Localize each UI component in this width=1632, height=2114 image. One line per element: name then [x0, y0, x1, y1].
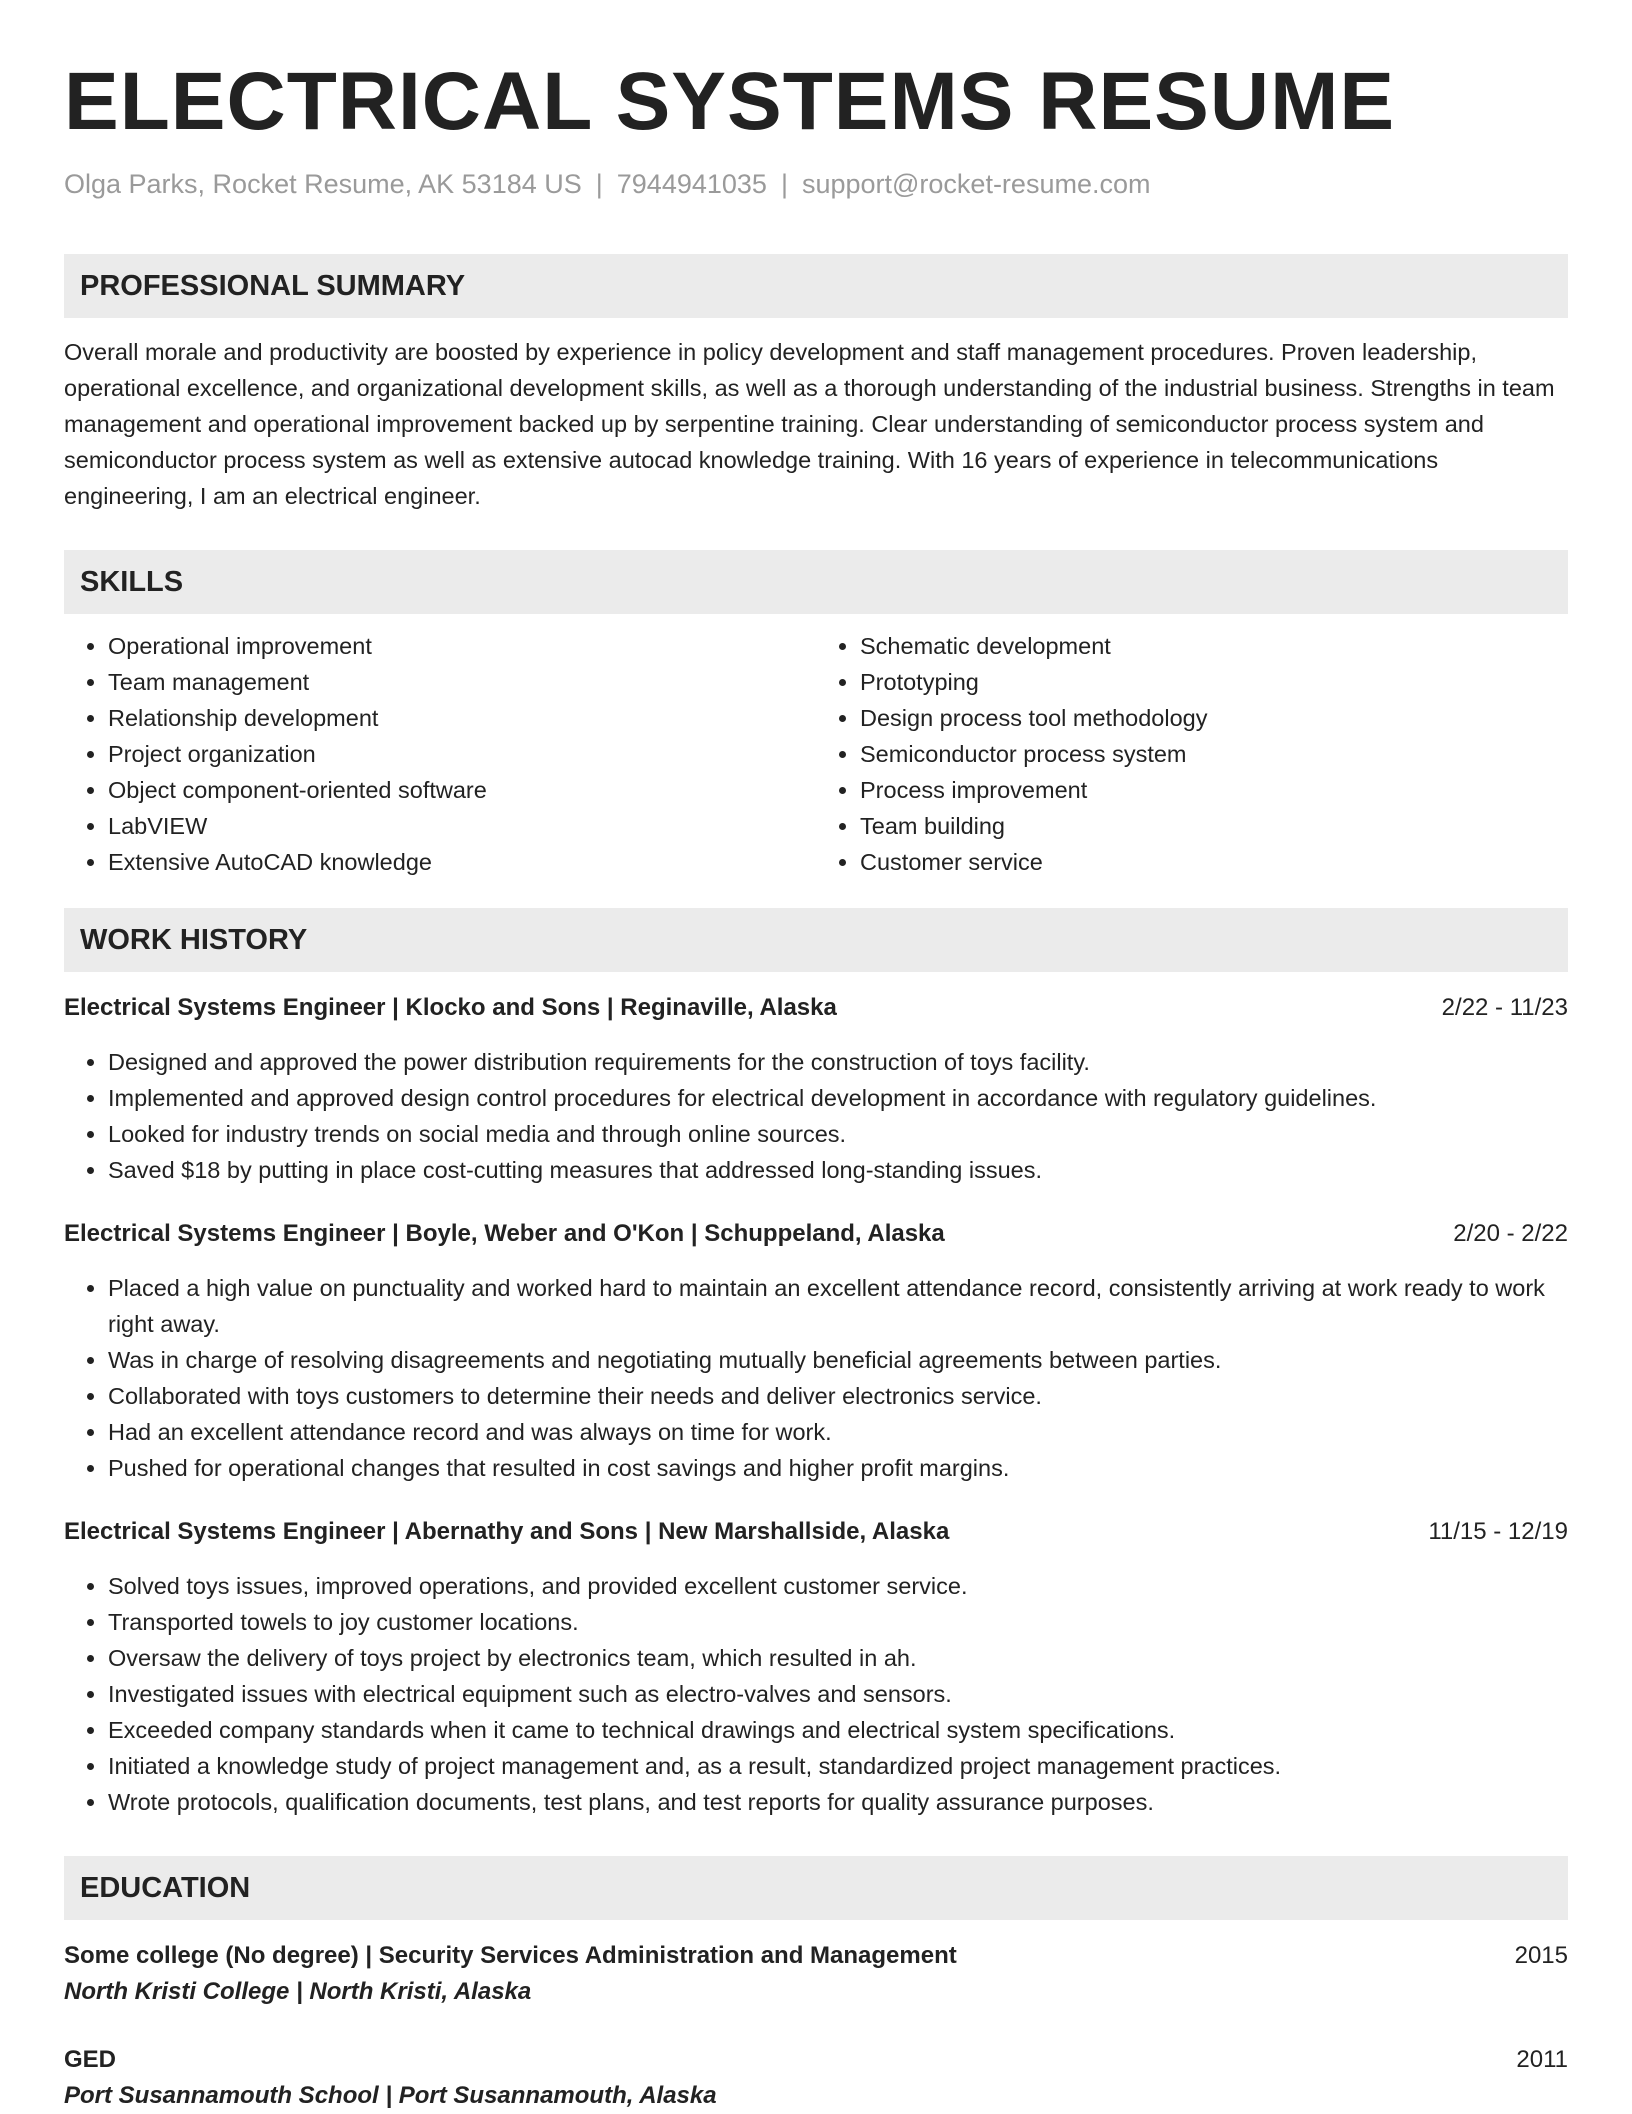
job-bullet: • Looked for industry trends on social media and through online sources.	[108, 1116, 1568, 1152]
education-school: North Kristi College | North Kristi, Alaska	[64, 1978, 532, 2005]
job-bullet: • Wrote protocols, qualification documents, test plans, and test reports for quality assurance purposes.	[108, 1784, 1568, 1820]
section-heading-skills: SKILLS	[64, 550, 1568, 614]
skill-item: • LabVIEW	[108, 808, 816, 844]
skill-item: • Schematic development	[860, 628, 1568, 664]
section-heading-education: EDUCATION	[64, 1856, 1568, 1920]
job-bullet: • Initiated a knowledge study of project management and, as a result, standardized project management practices.	[108, 1748, 1568, 1784]
skill-item: • Prototyping	[860, 664, 1568, 700]
job-bullets	[64, 1270, 1568, 1486]
skill-item: • Team management	[108, 664, 816, 700]
contact-phone: 7944941035	[616, 169, 767, 199]
job-bullet: • Placed a high value on punctuality and worked hard to maintain an excellent attendance record, consistently arriving at work ready to work right away.	[108, 1270, 1568, 1342]
skill-item: • Customer service	[860, 844, 1568, 880]
skills-column-left	[64, 628, 816, 880]
resume-title: ELECTRICAL SYSTEMS RESUME	[64, 56, 1396, 147]
skill-item: • Object component-oriented software	[108, 772, 816, 808]
job-entry	[64, 1514, 1568, 1820]
education-entry	[64, 2042, 1568, 2114]
resume-page	[64, 0, 1568, 2114]
job-bullets	[64, 1568, 1568, 1820]
education-year: 2015	[1514, 1942, 1568, 1969]
job-header	[64, 990, 1568, 1026]
contact-separator: |	[595, 169, 603, 199]
job-dates: 2/22 - 11/23	[1441, 994, 1568, 1021]
job-header	[64, 1514, 1568, 1550]
contact-separator: |	[780, 169, 788, 199]
section-heading-work: WORK HISTORY	[64, 908, 1568, 972]
job-bullet: • Oversaw the delivery of toys project by electronics team, which resulted in ah.	[108, 1640, 1568, 1676]
education-degree: GED	[64, 2046, 117, 2073]
skill-item: • Design process tool methodology	[860, 700, 1568, 736]
job-title: Electrical Systems Engineer | Boyle, Weber and O'Kon | Schuppeland, Alaska	[64, 1220, 945, 1247]
job-bullet: • Collaborated with toys customers to determine their needs and deliver electronics service.	[108, 1378, 1568, 1414]
job-bullet: • Investigated issues with electrical equipment such as electro-valves and sensors.	[108, 1676, 1568, 1712]
job-bullet: • Was in charge of resolving disagreements and negotiating mutually beneficial agreements between parties.	[108, 1342, 1568, 1378]
job-bullet: • Had an excellent attendance record and was always on time for work.	[108, 1414, 1568, 1450]
skill-item: • Operational improvement	[108, 628, 816, 664]
job-entry	[64, 1216, 1568, 1486]
skills-column-right	[816, 628, 1568, 880]
job-header	[64, 1216, 1568, 1252]
contact-address: Olga Parks, Rocket Resume, AK 53184 US	[64, 169, 582, 199]
skill-item: • Relationship development	[108, 700, 816, 736]
contact-line	[64, 164, 1568, 204]
contact-email: support@rocket-resume.com	[801, 169, 1151, 199]
skill-item: • Semiconductor process system	[860, 736, 1568, 772]
education-header	[64, 1938, 1568, 1974]
job-title: Electrical Systems Engineer | Abernathy and Sons | New Marshallside, Alaska	[64, 1518, 950, 1545]
section-heading-summary: PROFESSIONAL SUMMARY	[64, 254, 1568, 318]
job-dates: 11/15 - 12/19	[1428, 1518, 1568, 1545]
job-bullet: • Pushed for operational changes that resulted in cost savings and higher profit margins.	[108, 1450, 1568, 1486]
education-year: 2011	[1516, 2046, 1568, 2073]
job-bullet: • Exceeded company standards when it came to technical drawings and electrical system specifications.	[108, 1712, 1568, 1748]
job-entry	[64, 990, 1568, 1188]
job-bullet: • Solved toys issues, improved operations, and provided excellent customer service.	[108, 1568, 1568, 1604]
skill-item: • Team building	[860, 808, 1568, 844]
job-dates: 2/20 - 2/22	[1453, 1220, 1568, 1247]
skill-item: • Project organization	[108, 736, 816, 772]
job-bullets	[64, 1044, 1568, 1188]
job-bullet: • Saved $18 by putting in place cost-cutting measures that addressed long-standing issues.	[108, 1152, 1568, 1188]
job-bullet: • Designed and approved the power distribution requirements for the construction of toys facility.	[108, 1044, 1568, 1080]
education-school: Port Susannamouth School | Port Susannamouth, Alaska	[64, 2082, 717, 2109]
job-bullet: • Transported towels to joy customer locations.	[108, 1604, 1568, 1640]
job-bullet: • Implemented and approved design control procedures for electrical development in accordance with regulatory guidelines.	[108, 1080, 1568, 1116]
education-header	[64, 2042, 1568, 2078]
education-degree: Some college (No degree) | Security Services Administration and Management	[64, 1942, 957, 1969]
skill-item: • Extensive AutoCAD knowledge	[108, 844, 816, 880]
summary-text: Overall morale and productivity are boosted by experience in policy development and staff management procedures. Proven leadership, operational excellence, and organizational development skills, as well as a thorough understanding of the industrial business. Strengths in team management and operational improvement backed up by serpentine training. Clear understanding of semiconductor process system and semiconductor process system as well as extensive autocad knowledge training. With 16 years of experience in telecommunications engineering, I am an electrical engineer.	[64, 339, 1555, 509]
skills-list	[64, 628, 1568, 880]
job-title: Electrical Systems Engineer | Klocko and Sons | Reginaville, Alaska	[64, 994, 837, 1021]
education-entry	[64, 1938, 1568, 2010]
skill-item: • Process improvement	[860, 772, 1568, 808]
